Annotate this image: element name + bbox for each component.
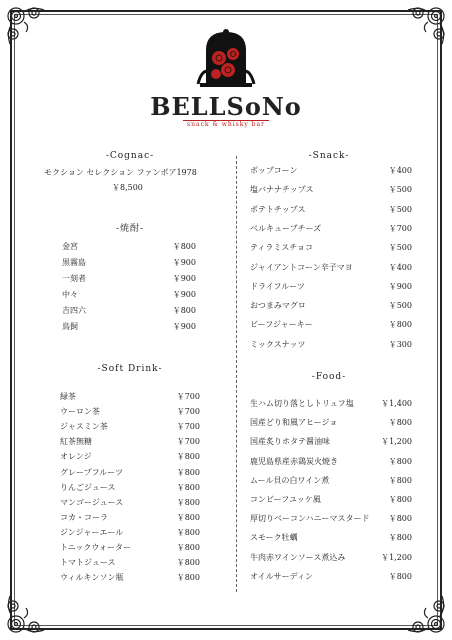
menu-item — [250, 300, 412, 312]
menu-item — [250, 417, 412, 429]
menu-item — [60, 557, 200, 569]
menu-item-name: 国産どり和風アヒージョ — [250, 418, 338, 428]
menu-item-price: ￥800 — [176, 482, 200, 492]
menu-item — [250, 513, 412, 525]
menu-item-price: ￥800 — [388, 456, 412, 466]
menu-item-name: グレープフルーツ — [60, 467, 123, 477]
menu-item — [250, 204, 412, 216]
menu-item-price: ￥800 — [176, 467, 200, 477]
menu-item-name: オイルサーディン — [250, 571, 313, 581]
menu-item-price: ￥800 — [176, 527, 200, 537]
menu-item-price: ￥800 — [172, 242, 196, 251]
snack-title: -Snack- — [308, 151, 350, 161]
menu-item-name: コカ・コーラ — [60, 512, 108, 522]
menu-item-price: ￥700 — [176, 437, 200, 447]
menu-item-price: ￥400 — [388, 166, 412, 175]
menu-item-name: ポップコーン — [250, 166, 298, 175]
menu-item — [60, 527, 200, 539]
menu-item-name: ジャスミン茶 — [60, 422, 108, 432]
menu-item — [62, 241, 196, 253]
menu-item-price: ￥500 — [388, 301, 412, 311]
menu-item — [60, 436, 200, 448]
cognac-title: -Cognac- — [105, 151, 155, 161]
menu-item — [250, 552, 412, 564]
menu-item-name: ウィルキンソン瓶 — [60, 573, 124, 583]
menu-item-price: ￥800 — [388, 571, 412, 581]
menu-item-price: ￥800 — [388, 533, 412, 543]
menu-item — [60, 572, 200, 584]
menu-item-price: ￥800 — [176, 543, 200, 552]
menu-item-name: 緑茶 — [60, 392, 76, 401]
menu-item — [250, 223, 412, 235]
menu-item-name: 吉四六 — [62, 306, 86, 315]
menu-item-name: 黒霧島 — [62, 258, 86, 267]
column-divider — [236, 156, 237, 592]
menu-item-name: 中々 — [62, 290, 78, 299]
menu-item-price: ￥500 — [388, 185, 412, 195]
menu-item-price: ￥900 — [172, 322, 196, 331]
menu-item-name: ベルキューブチーズ — [250, 223, 322, 233]
brand-name: BELLSoNo — [150, 92, 302, 121]
menu-item — [60, 512, 200, 524]
food-title: -Food- — [311, 372, 347, 382]
cognac-item: モクション セレクション ファンボア1978 — [44, 168, 197, 177]
rose-ornament-icon — [402, 590, 448, 636]
menu-item — [60, 482, 200, 494]
menu-item-name: ティラミスチョコ — [250, 243, 313, 253]
menu-item-name: スモーク牡蠣 — [250, 533, 298, 543]
cognac-price: ￥8,500 — [112, 183, 143, 192]
menu-item — [60, 421, 200, 433]
menu-item-name: 紅茶無糖 — [60, 437, 92, 447]
menu-item — [250, 281, 412, 293]
menu-item-name: トニックウォーター — [60, 543, 132, 552]
menu-item — [60, 497, 200, 509]
menu-item — [250, 532, 412, 544]
menu-item-name: ドライフルーツ — [250, 281, 305, 291]
menu-item-price: ￥400 — [388, 262, 412, 272]
menu-item-name: オレンジ — [60, 452, 92, 462]
menu-item-name: 一刻者 — [62, 274, 86, 283]
menu-item-name: 生ハム切り落としトリュフ塩 — [250, 399, 354, 408]
menu-item — [250, 398, 412, 410]
menu-item-price: ￥900 — [172, 274, 196, 283]
menu-item-price: ￥1,200 — [381, 552, 412, 562]
menu-item-name: トマトジュース — [60, 558, 116, 568]
menu-item-name: ムール貝の白ワイン煮 — [250, 475, 330, 485]
menu-item-name: 金宮 — [62, 242, 78, 251]
menu-item-price: ￥700 — [176, 422, 200, 432]
menu-item — [62, 321, 196, 333]
menu-item-price: ￥800 — [176, 512, 200, 522]
brand-tagline: snack & whisky bar — [0, 120, 452, 128]
menu-item — [250, 571, 412, 583]
menu-item — [250, 475, 412, 487]
menu-item-name: 厚切りベーコンハニーマスタード — [250, 514, 370, 524]
rose-ornament-icon — [4, 590, 50, 636]
menu-item — [250, 339, 412, 351]
menu-item-name: おつまみマグロ — [250, 301, 306, 311]
menu-item-price: ￥900 — [388, 281, 412, 291]
soft-drink-title: -Soft Drink- — [97, 364, 163, 374]
menu-item-price: ￥800 — [176, 497, 200, 507]
menu-item — [250, 165, 412, 177]
menu-item-name: 塩バナナチップス — [250, 185, 314, 195]
menu-item-price: ￥700 — [176, 407, 200, 417]
menu-item-price: ￥500 — [388, 243, 412, 253]
menu-item — [60, 391, 200, 403]
menu-item-name: 鳥飼 — [62, 322, 78, 331]
menu-item — [250, 262, 412, 274]
menu-item — [250, 242, 412, 254]
menu-item-price: ￥800 — [388, 495, 412, 504]
menu-item-price: ￥700 — [176, 392, 200, 401]
menu-item-name: 鹿児島県産赤鶏炭火焼き — [250, 456, 338, 466]
rose-ornament-icon — [402, 4, 448, 50]
menu-item-price: ￥800 — [172, 306, 196, 315]
menu-item-name: ウーロン茶 — [60, 407, 100, 417]
menu-item — [250, 436, 412, 448]
menu-item-name: ジャイアントコーン辛子マヨ — [250, 262, 353, 272]
menu-item — [250, 319, 412, 331]
menu-item — [62, 273, 196, 285]
menu-item — [62, 289, 196, 301]
rose-ornament-icon — [4, 4, 50, 50]
menu-item-price: ￥800 — [388, 320, 412, 330]
menu-item — [250, 494, 412, 506]
menu-item — [62, 257, 196, 269]
menu-item-price: ￥900 — [172, 290, 196, 299]
menu-item-name: 国産炙りホタテ醤油味 — [250, 437, 330, 447]
menu-item — [62, 305, 196, 317]
menu-item-price: ￥700 — [388, 223, 412, 233]
menu-item-price: ￥800 — [388, 418, 412, 428]
menu-item — [60, 467, 200, 479]
menu-item-name: ジンジャーエール — [60, 527, 124, 537]
menu-item-name: ミックスナッツ — [250, 339, 306, 349]
menu-item-price: ￥1,400 — [381, 399, 412, 408]
menu-item-price: ￥800 — [388, 514, 412, 524]
menu-item — [250, 456, 412, 468]
menu-item-price: ￥800 — [388, 475, 412, 485]
menu-item-price: ￥1,200 — [381, 437, 412, 447]
rose-dome-logo-icon — [176, 28, 276, 88]
menu-item-name: コンビーフユッケ風 — [250, 495, 321, 504]
menu-item — [250, 184, 412, 196]
menu-item-name: ポテトチップス — [250, 204, 306, 214]
menu-item-price: ￥800 — [176, 558, 200, 568]
menu-item — [60, 451, 200, 463]
menu-item-name: 牛肉赤ワインソース煮込み — [250, 552, 346, 562]
menu-item-name: りんごジュース — [60, 482, 116, 492]
menu-item-price: ￥500 — [388, 204, 412, 214]
shochu-title: -焼酎- — [115, 224, 145, 234]
menu-item — [60, 406, 200, 418]
menu-item-price: ￥900 — [172, 258, 196, 267]
menu-item — [60, 542, 200, 554]
menu-item-price: ￥300 — [388, 339, 412, 349]
menu-item-name: ビーフジャーキー — [250, 320, 313, 330]
menu-item-name: マンゴージュース — [60, 497, 124, 507]
menu-item-price: ￥800 — [176, 452, 200, 462]
menu-item-price: ￥800 — [176, 573, 200, 583]
